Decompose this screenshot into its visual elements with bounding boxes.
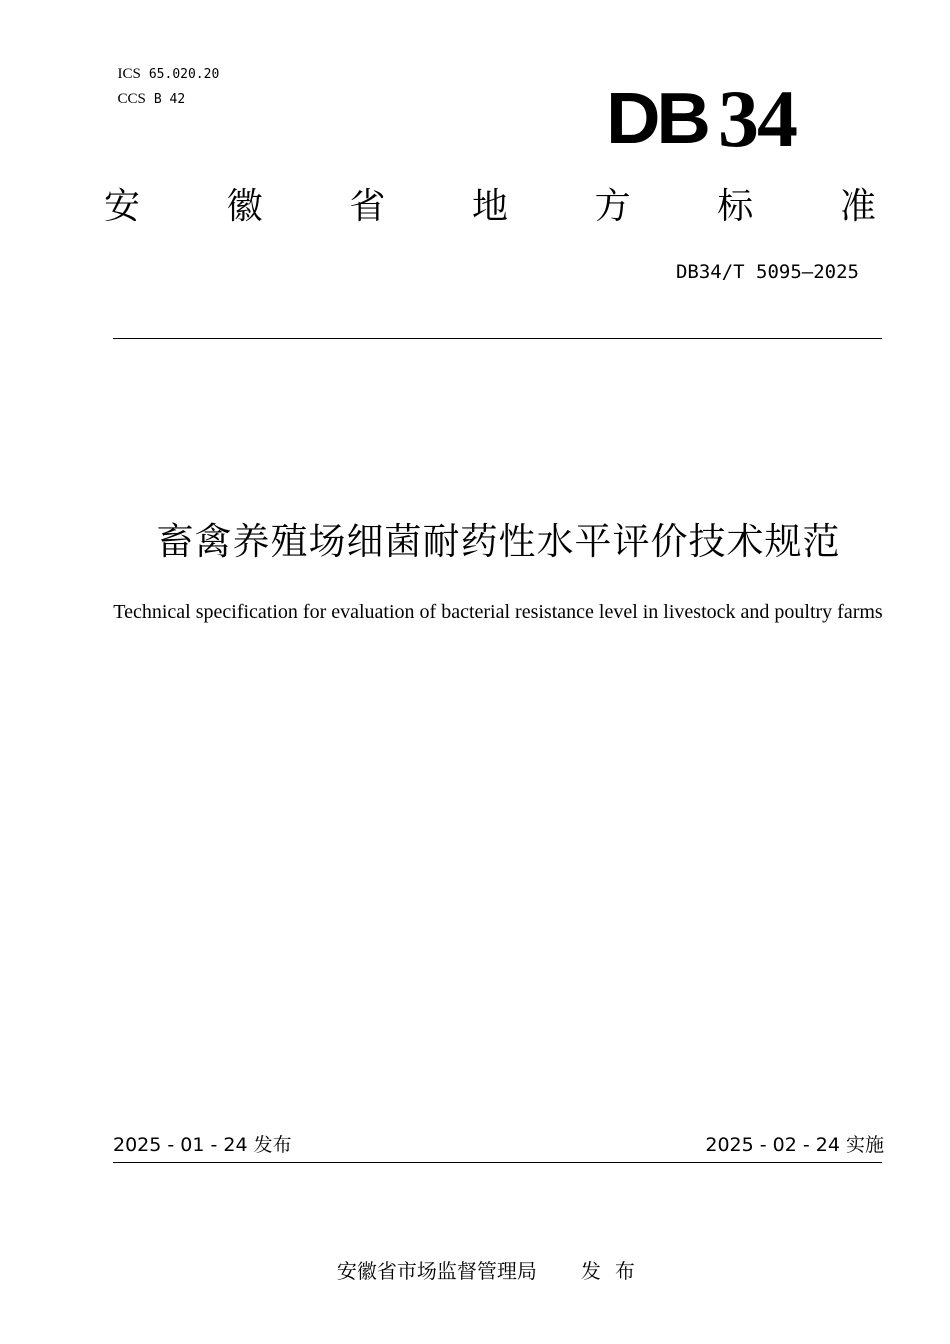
standard-type-char: 标 bbox=[717, 186, 754, 227]
standard-type-char: 省 bbox=[349, 186, 386, 227]
standard-type-char: 徽 bbox=[226, 186, 263, 227]
title-english: Technical specification for evaluation of bacterial resistance level in livestock and poultry farms bbox=[113, 601, 883, 623]
publish-date: 2025 - 01 - 24 发布 bbox=[113, 1134, 292, 1156]
title-chinese: 畜禽养殖场细菌耐药性水平评价技术规范 bbox=[156, 520, 841, 563]
standard-type bbox=[104, 182, 876, 232]
issuer-name: 安徽省市场监督管理局 bbox=[336, 1259, 537, 1283]
ics-value: 65.020.20 bbox=[148, 67, 220, 82]
header-divider bbox=[113, 338, 882, 339]
standard-number: DB34/T 5095—2025 bbox=[675, 261, 859, 283]
footer-divider bbox=[113, 1162, 882, 1163]
ccs-label: CCS bbox=[117, 91, 146, 107]
logo-digits: 34 bbox=[718, 73, 796, 164]
issue-action: 发布 bbox=[580, 1259, 649, 1283]
standard-type-char: 准 bbox=[839, 186, 876, 227]
issuer bbox=[0, 1226, 950, 1286]
ccs-code bbox=[110, 72, 185, 109]
standard-type-char: 地 bbox=[471, 186, 508, 227]
implement-date: 2025 - 02 - 24 实施 bbox=[705, 1134, 884, 1156]
standard-type-char: 安 bbox=[104, 186, 141, 227]
ics-label: ICS bbox=[117, 66, 141, 82]
logo-letters: DB bbox=[606, 79, 707, 159]
ccs-value: B 42 bbox=[153, 92, 186, 107]
db34-logo bbox=[606, 73, 796, 164]
standard-type-char: 方 bbox=[594, 186, 631, 227]
